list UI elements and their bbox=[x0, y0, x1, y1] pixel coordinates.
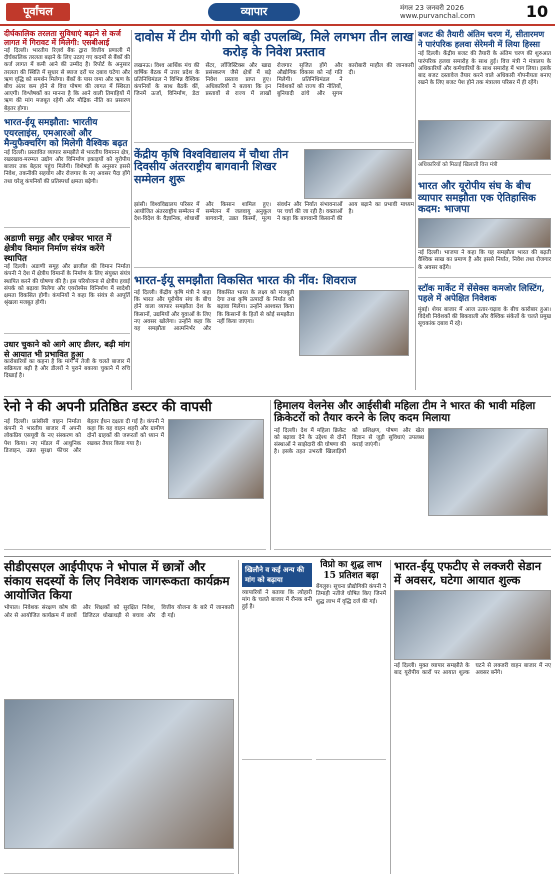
website-link[interactable]: www.purvanchal.com bbox=[400, 12, 476, 20]
article-headline[interactable]: रेनो ने की अपनी प्रतिष्ठित डस्टर की वापसी bbox=[4, 399, 212, 415]
column-divider bbox=[270, 400, 271, 550]
article-headline[interactable]: दीर्घकालिक तरलता सुविधाएं बढ़ाने से कर्ज लागत में गिरावट में मिलेगी: एसबीआई bbox=[4, 29, 121, 47]
article-right-2 bbox=[418, 181, 551, 278]
article-headline[interactable]: विप्रो का शुद्ध लाभ 15 प्रतिशत बढ़ा bbox=[320, 560, 382, 581]
article-bottom-1 bbox=[4, 400, 266, 550]
article-bottom-3 bbox=[4, 560, 234, 874]
edition-date: मंगल 23 जनवरी 2026 bbox=[400, 4, 464, 12]
conference-photo bbox=[304, 149, 412, 199]
article-headline[interactable]: हिमालय वेलनेस और आईसीबी महिला टीम ने भारत की भावी महिला क्रिकेटरों को तैयार करने के लिए कदम मिलाया bbox=[274, 400, 536, 425]
article-center-1 bbox=[134, 30, 414, 143]
left-column bbox=[4, 30, 130, 390]
article-body: बेंगलुरु। सूचना प्रौद्योगिकी कंपनी ने तिमाही नतीजे घोषित किए जिनमें शुद्ध लाभ में वृद्धि दर्ज की गई। bbox=[316, 584, 386, 605]
article-bottom-5 bbox=[316, 560, 386, 760]
section-divider bbox=[4, 556, 551, 557]
article-headline[interactable]: भारत-ईयू एफटीए से लक्जरी सेडान में अवसर, घटेगा आयात शुल्क bbox=[394, 559, 542, 587]
article-body: नई दिल्ली। केंद्रीय कृषि मंत्री ने कहा कि भारत और यूरोपीय संघ के बीच होने वाला व्यापार समझौता देश के किसानों, उद्यमियों और युवाओं के लिए नए अवसर खोलेगा। उन्होंने कहा कि यह समझौता आत्मनिर्भर और विकसित भारत के लक्ष्य को मजबूती देगा तथा कृषि उत्पादों के निर्यात को बढ़ावा मिलेगा। उन्होंने आश्वस्त किया कि किसानों के हितों से कोई समझौता नहीं किया जाएगा। bbox=[134, 290, 294, 333]
article-bottom-4 bbox=[242, 560, 312, 760]
right-column bbox=[418, 30, 551, 390]
section-divider bbox=[4, 396, 551, 397]
column-divider bbox=[238, 560, 239, 874]
masthead bbox=[0, 0, 555, 26]
article-body: व्यापारियों ने बताया कि त्योहारी मांग के चलते बाजार में रौनक बनी हुई है। bbox=[242, 590, 312, 611]
article-headline[interactable]: स्टॉक मार्केट में सेंसेक्स कमजोर लिस्टिंग, पहले में अपेक्षित निवेशक bbox=[418, 284, 545, 305]
article-headline[interactable]: उधार चुकाने को आगे आए डीलर, बढ़ी मांग से आयात भी प्रभावित हुआ bbox=[4, 339, 130, 359]
column-divider bbox=[415, 30, 416, 390]
article-headline[interactable]: केंद्रीय कृषि विश्वविद्यालय में चौथा तीन दिवसीय अंतरराष्ट्रीय बागवानी शिखर सम्मेलन शुरू bbox=[134, 147, 289, 187]
article-right-1 bbox=[418, 30, 551, 175]
article-center-2 bbox=[134, 149, 414, 268]
article-headline[interactable]: भारत और यूरोपीय संघ के बीच व्यापार समझौता एक ऐतिहासिक कदम: भाजपा bbox=[418, 180, 536, 216]
newspaper-brand: पूर्वांचल bbox=[6, 3, 70, 21]
article-bottom-2 bbox=[274, 400, 551, 550]
article-body: नई दिल्ली। भारतीय रिज़र्व बैंक द्वारा वित्तीय प्रणाली में दीर्घकालिक तरलता बढ़ाने के लिए उठाए गए कदमों से बैंकों की कर्ज लागत में कमी आने की उम्मीद है। रिपोर्ट के अनुसार तरलता की स्थिति में सुधार से ब्याज दरों पर दबाव घटेगा और ऋण वृद्धि को समर्थन मिलेगा। बैंकों के पास जमा और ऋण के बीच अंतर कम होने से वित्त पोषण की लागत में स्थिरता आएगी। विश्लेषकों का मानना है कि आने वाली तिमाहियों में ऋण की मांग मजबूत रहेगी और मौद्रिक नीति का प्रसारण बेहतर होगा। bbox=[4, 47, 130, 112]
dateline bbox=[400, 4, 475, 20]
bottom-section bbox=[4, 396, 551, 878]
article-body: लखनऊ। विश्व आर्थिक मंच की वार्षिक बैठक में उत्तर प्रदेश के प्रतिनिधिमंडल ने विभिन्न वैश्विक कंपनियों के साथ बैठकें कीं, जिनमें ऊर्जा, विनिर्माण, डेटा सेंटर, लॉजिस्टिक्स और खाद्य प्रसंस्करण जैसे क्षेत्रों में बड़े निवेश प्रस्ताव प्राप्त हुए। अधिकारियों ने बताया कि इन प्रस्तावों से राज्य में लाखों रोजगार सृजित होंगे और औद्योगिक विकास को नई गति मिलेगी। प्रतिनिधिमंडल ने निवेशकों को राज्य की नीतियों, बुनियादी ढांचे और सुगम कारोबारी माहौल की जानकारी दी। bbox=[134, 62, 414, 98]
article-body: नई दिल्ली। फ्रांसीसी वाहन निर्माता कंपनी ने भारतीय बाजार में अपनी लोकप्रिय एसयूवी के नए संस्करण को पेश किया। नए मॉडल में आधुनिक डिजाइन, उन्नत सुरक्षा फीचर और बेहतर ईंधन दक्षता दी गई है। कंपनी ने कहा कि यह वाहन शहरी और ग्रामीण दोनों ग्राहकों की जरूरतों को ध्यान में रखकर तैयार किया गया है। bbox=[4, 418, 164, 454]
seminar-photo bbox=[4, 699, 234, 849]
article-body: नई दिल्ली। अडाणी समूह और ब्राजील की विमान निर्माता कंपनी ने देश में क्षेत्रीय विमानों के निर्माण के लिए संयुक्त संयंत्र स्थापित करने की घोषणा की है। इस परियोजना से क्षेत्रीय हवाई संपर्क को बढ़ावा मिलेगा और एयरोस्पेस विनिर्माण में स्वदेशी क्षमता विकसित होगी। कंपनियों ने कहा कि संयंत्र से आपूर्ति श्रृंखला मजबूत होगी। bbox=[4, 264, 130, 307]
article-bottom-6 bbox=[394, 560, 551, 874]
photo-caption: अधिकारियों को मिठाई खिलाती वित्त मंत्री bbox=[418, 162, 498, 169]
budget-ceremony-photo bbox=[418, 120, 551, 160]
article-body: नई दिल्ली। केंद्रीय बजट की तैयारी के अंतिम चरण की शुरुआत पारंपरिक हलवा समारोह के साथ हुई। वित्त मंत्री ने मंत्रालय के अधिकारियों और कर्मचारियों के साथ समारोह में भाग लिया। इसके बाद बजट दस्तावेज तैयार करने वाले अधिकारी गोपनीयता बनाए रखने के लिए बजट पेश होने तक मंत्रालय परिसर में ही रहेंगे। bbox=[418, 51, 551, 87]
article-left-3 bbox=[4, 234, 130, 334]
column-divider bbox=[390, 560, 391, 874]
minister-photo bbox=[299, 290, 409, 356]
article-body: भोपाल। निवेशक संरक्षण कोष की ओर से आयोजित कार्यक्रम में छात्रों और शिक्षकों को सुरक्षित निवेश, डिजिटल धोखाधड़ी से बचाव और वित्तीय योजना के बारे में जानकारी दी गई। bbox=[4, 605, 234, 619]
page-number: 10 bbox=[525, 2, 549, 21]
article-body: नई दिल्ली। प्रस्तावित व्यापार समझौते से भारतीय विमानन क्षेत्र, रखरखाव-मरम्मत उद्योग और विनिर्माण इकाइयों को यूरोपीय बाजार तक बेहतर पहुंच मिलेगी। विशेषज्ञों के अनुसार इससे निवेश, तकनीकी सहयोग और रोजगार के नए अवसर पैदा होंगे तथा घरेलू कंपनियों की प्रतिस्पर्धा क्षमता बढ़ेगी। bbox=[4, 149, 130, 185]
article-body: नई दिल्ली। भाजपा ने कहा कि यह समझौता भारत की बढ़ती वैश्विक साख का प्रमाण है और इससे निर्यात, निवेश तथा रोजगार के अवसर बढ़ेंगे। bbox=[418, 250, 551, 271]
article-headline[interactable]: सीडीएसएल आईपीएफ ने भोपाल में छात्रों और संकाय सदस्यों के लिए निवेशक जागरूकता कार्यक्रम आयोजित किया bbox=[4, 560, 230, 603]
article-left-2 bbox=[4, 118, 130, 228]
center-column bbox=[134, 30, 414, 390]
article-left-1 bbox=[4, 30, 130, 112]
article-left-4 bbox=[4, 340, 130, 380]
section-tag: व्यापार bbox=[208, 3, 300, 21]
column-divider bbox=[131, 30, 132, 390]
article-headline[interactable]: अडाणी समूह और एम्ब्रेयर भारत में क्षेत्रीय विमान निर्माण संयंत्र करेंगे स्थापित bbox=[4, 233, 112, 265]
article-headline[interactable]: भारत-ईयू समझौता विकसित भारत की नींव: शिवराज bbox=[134, 272, 357, 287]
article-headline[interactable]: दावोस में टीम योगी को बड़ी उपलब्धि, मिले लगभग तीन लाख करोड़ के निवेश प्रस्ताव bbox=[134, 29, 414, 59]
leaders-photo bbox=[418, 218, 551, 248]
article-headline[interactable]: बजट की तैयारी अंतिम चरण में, सीतारमण ने पारंपरिक हलवा सेरेमनी में लिया हिस्सा bbox=[418, 29, 545, 49]
article-body: नई दिल्ली। मुक्त व्यापार समझौते के बाद यूरोपीय कारों पर आयात शुल्क घटने से लक्जरी वाहन बाजार में नए अवसर बनेंगे। bbox=[394, 663, 551, 677]
article-body: कारोबारियों का कहना है कि मांग में तेजी के चलते बाजार में सक्रियता बढ़ी है और डीलरों ने पुराने बकाया चुकाने में रुचि दिखाई है। bbox=[4, 359, 130, 380]
article-headline[interactable]: भारत-ईयू समझौता: भारतीय एयरलाइंस, एमआरओ और मैन्युफैक्चरिंग को मिलेगी वैश्विक बढ़त bbox=[4, 117, 128, 150]
suv-photo bbox=[168, 419, 264, 499]
cricket-team-photo bbox=[428, 428, 548, 516]
flags-photo bbox=[394, 590, 551, 660]
article-body: मुंबई। शेयर बाजार में आज उतार-चढ़ाव के बीच कारोबार हुआ। विदेशी निवेशकों की बिकवाली और वैश्विक संकेतों के चलते प्रमुख सूचकांक दबाव में रहे। bbox=[418, 306, 551, 327]
article-right-3 bbox=[418, 284, 551, 333]
article-body: झांसी। विश्वविद्यालय परिसर में आयोजित अंतरराष्ट्रीय सम्मेलन में देश-विदेश के वैज्ञानिक, शोधार्थी और किसान शामिल हुए। सम्मेलन में जलवायु अनुकूल बागवानी, उन्नत किस्मों, मूल्य संवर्धन और निर्यात संभावनाओं पर चर्चा की जा रही है। वक्ताओं ने कहा कि बागवानी किसानों की आय बढ़ाने का प्रभावी माध्यम है। bbox=[134, 201, 414, 222]
article-center-3 bbox=[134, 274, 414, 362]
article-body: नई दिल्ली। देश में महिला क्रिकेट को बढ़ावा देने के उद्देश्य से दोनों संस्थाओं ने साझेदारी की घोषणा की है। इसके तहत उभरती खिलाड़ियों को प्रशिक्षण, पोषण और खेल विज्ञान से जुड़ी सुविधाएं उपलब्ध कराई जाएंगी। bbox=[274, 427, 424, 456]
article-headline[interactable]: खिलौने व कई अन्य की मांग को बढ़ाया bbox=[242, 563, 312, 587]
